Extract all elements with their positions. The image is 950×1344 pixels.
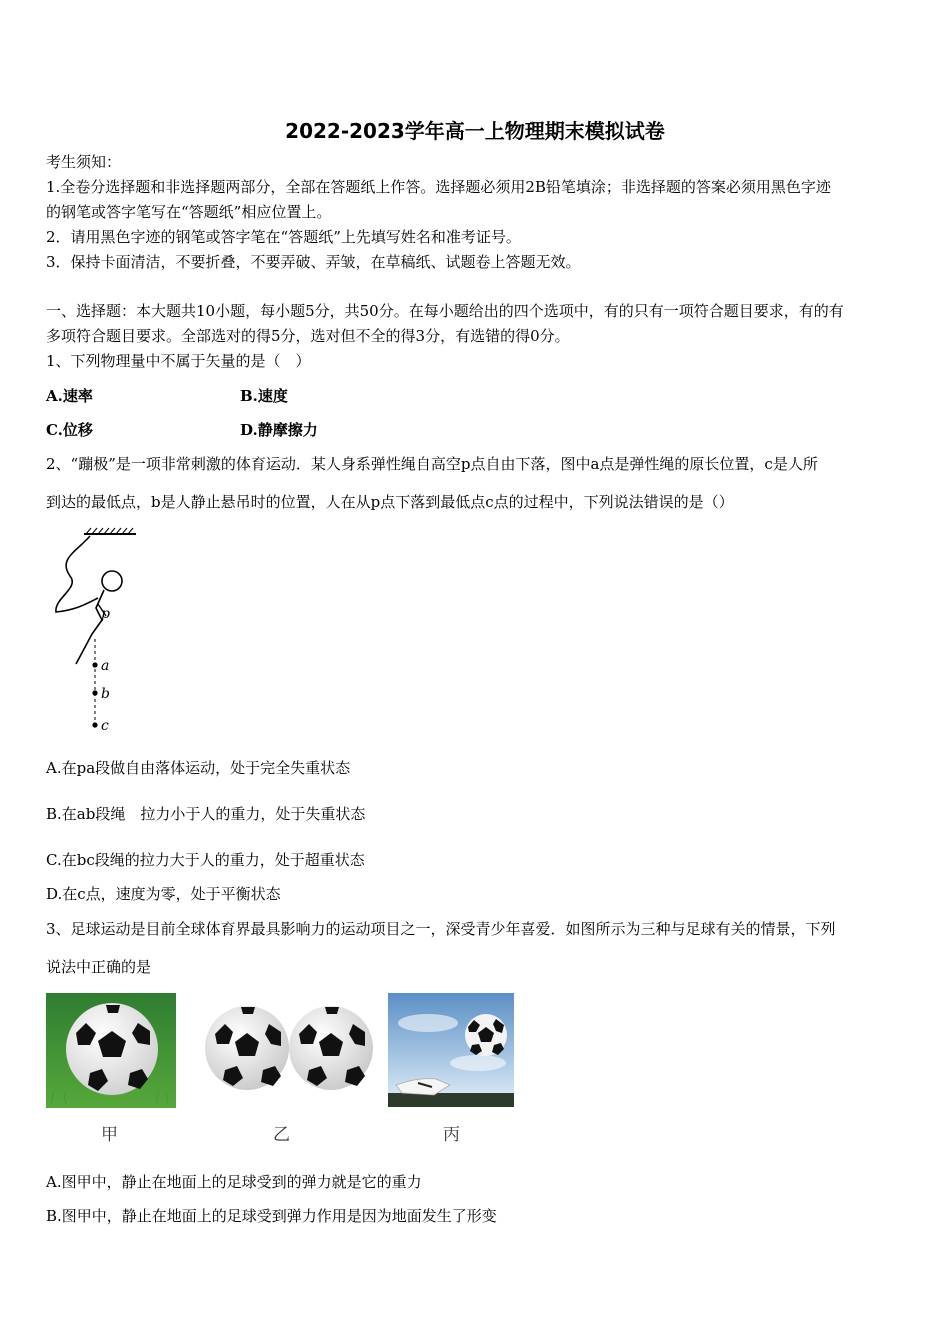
- notice-heading: 考生须知：: [46, 153, 122, 171]
- point-label-p: p: [101, 606, 110, 622]
- kicked-soccer-ball-image: [388, 993, 514, 1107]
- question-3-stem: 说法中正确的是: [46, 958, 152, 976]
- image-caption-yi: 乙: [273, 1125, 290, 1145]
- point-label-a: a: [101, 658, 110, 674]
- question-2-stem: 2、“蹦极”是一项非常刺激的体育运动．某人身系弹性绳自高空p点自由下落，图中a点是弹性绳的原长位置，c是人所: [46, 455, 818, 473]
- q1-option-c[interactable]: C.位移: [46, 421, 93, 439]
- notice-item: 的钢笔或答字笔写在“答题纸”相应位置上。: [46, 203, 332, 221]
- q2-option-a[interactable]: A.在pa段做自由落体运动，处于完全失重状态: [46, 759, 351, 777]
- q2-option-c[interactable]: C.在bc段绳的拉力大于人的重力，处于超重状态: [46, 851, 365, 869]
- q2-option-d[interactable]: D.在c点，速度为零，处于平衡状态: [46, 885, 281, 903]
- question-2-stem: 到达的最低点，b是人静止悬吊时的位置，人在从p点下落到最低点c点的过程中，下列说法错误的是（）: [46, 493, 734, 511]
- q1-option-b[interactable]: B.速度: [240, 387, 288, 405]
- q2-option-b[interactable]: B.在ab段绳 拉力小于人的重力，处于失重状态: [46, 805, 366, 823]
- q1-option-d[interactable]: D.静摩擦力: [240, 421, 318, 439]
- section-intro: 多项符合题目要求。全部选对的得5分，选对但不全的得3分，有选错的得0分。: [46, 327, 570, 345]
- two-soccer-balls-image: [203, 1000, 375, 1095]
- notice-item: 1.全卷分选择题和非选择题两部分，全部在答题纸上作答。选择题必须用2B铅笔填涂；非选择题的答案必须用黑色字迹: [46, 178, 831, 196]
- image-caption-bing: 丙: [443, 1125, 460, 1145]
- image-caption-jia: 甲: [101, 1125, 118, 1145]
- q1-option-a[interactable]: A.速率: [46, 387, 93, 405]
- notice-item: 2．请用黑色字迹的钢笔或答字笔在“答题纸”上先填写姓名和准考证号。: [46, 228, 521, 246]
- q3-option-a[interactable]: A.图甲中，静止在地面上的足球受到的弹力就是它的重力: [46, 1173, 422, 1191]
- point-label-b: b: [101, 686, 110, 702]
- q3-option-b[interactable]: B.图甲中，静止在地面上的足球受到弹力作用是因为地面发生了形变: [46, 1207, 497, 1225]
- soccer-ball-on-grass-image: [46, 993, 176, 1108]
- question-3-stem: 3、足球运动是目前全球体育界最具影响力的运动项目之一，深受青少年喜爱．如图所示为三种与足球有关的情景，下列: [46, 920, 836, 938]
- page-title: 2022-2023学年高一上物理期末模拟试卷: [285, 119, 665, 143]
- section-intro: 一、选择题：本大题共10小题，每小题5分，共50分。在每小题给出的四个选项中，有的只有一项符合题目要求，有的有: [46, 302, 844, 320]
- notice-item: 3．保持卡面清洁，不要折叠，不要弄破、弄皱，在草稿纸、试题卷上答题无效。: [46, 253, 581, 271]
- bungee-diagram: [46, 524, 156, 739]
- question-1-stem: 1、下列物理量中不属于矢量的是（ ）: [46, 352, 311, 370]
- point-label-c: c: [101, 718, 109, 734]
